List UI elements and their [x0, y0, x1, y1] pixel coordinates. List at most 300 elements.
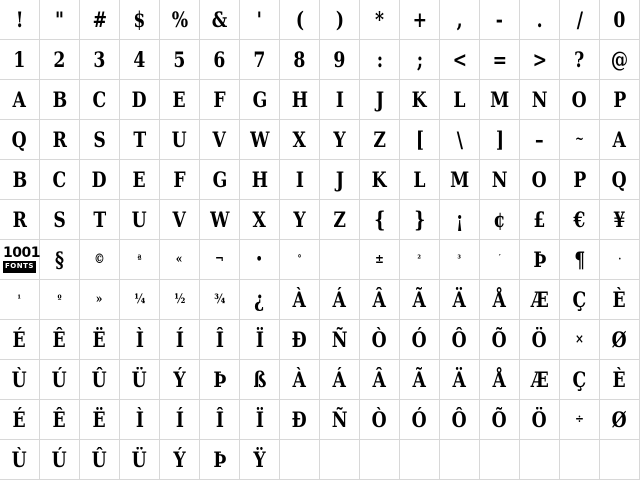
glyph: Ë: [92, 327, 107, 352]
glyph-cell: [560, 0, 600, 40]
glyph-cell: [120, 400, 160, 440]
glyph: ª: [137, 253, 142, 265]
glyph: Q: [611, 167, 627, 192]
glyph: %: [171, 7, 188, 32]
glyph-cell: [520, 80, 560, 120]
glyph: Ý: [173, 447, 186, 472]
glyph-cell: [120, 240, 160, 280]
glyph-cell: [600, 440, 640, 480]
glyph: I: [335, 87, 344, 112]
glyph-cell: [560, 360, 600, 400]
glyph-cell: [280, 0, 320, 40]
glyph-cell: [480, 80, 520, 120]
glyph: I: [295, 167, 304, 192]
glyph: Ï: [255, 407, 264, 432]
glyph-cell: [280, 320, 320, 360]
glyph: Ï: [255, 327, 264, 352]
glyph: R: [12, 207, 27, 232]
glyph: +: [412, 7, 427, 32]
glyph-cell: [120, 280, 160, 320]
glyph: ß: [252, 367, 267, 392]
glyph-cell: [440, 160, 480, 200]
glyph: Y: [293, 207, 306, 232]
glyph: A: [612, 127, 627, 152]
glyph-cell: [440, 360, 480, 400]
logo-bottom-text: FONTS: [3, 261, 36, 272]
glyph: Ë: [92, 407, 107, 432]
glyph: A: [12, 87, 27, 112]
glyph: Û: [91, 447, 108, 472]
glyph-cell: [440, 200, 480, 240]
glyph: Î: [215, 407, 224, 432]
glyph-cell: [400, 280, 440, 320]
glyph-cell: [480, 40, 520, 80]
glyph-cell: [360, 320, 400, 360]
glyph: Ó: [411, 407, 427, 432]
glyph-cell: [40, 160, 80, 200]
glyph-cell: [40, 40, 80, 80]
glyph-cell: [240, 0, 280, 40]
glyph: Ú: [51, 367, 68, 392]
glyph-cell: [560, 400, 600, 440]
glyph-cell: [0, 200, 40, 240]
glyph: ': [256, 7, 263, 32]
glyph: Î: [215, 327, 224, 352]
glyph-cell: [0, 120, 40, 160]
glyph: Â: [372, 367, 387, 392]
glyph: ~: [575, 132, 584, 147]
glyph: ": [55, 7, 64, 32]
glyph-cell: [200, 240, 240, 280]
glyph-cell: [440, 240, 480, 280]
glyph-cell: [120, 320, 160, 360]
glyph: 3: [93, 47, 106, 72]
glyph-cell: [480, 0, 520, 40]
glyph-cell: [240, 400, 280, 440]
glyph-cell: [520, 0, 560, 40]
glyph-cell: [320, 440, 360, 480]
glyph: *: [374, 7, 384, 32]
glyph: Ö: [531, 407, 547, 432]
glyph-cell: [320, 400, 360, 440]
glyph-cell: [200, 40, 240, 80]
glyph: K: [412, 87, 427, 112]
glyph-cell: [160, 80, 200, 120]
glyph-cell: [400, 160, 440, 200]
glyph-cell: [360, 200, 400, 240]
glyph-cell: [520, 320, 560, 360]
glyph-cell: [200, 320, 240, 360]
glyph: /: [576, 7, 583, 32]
glyph-cell: [400, 80, 440, 120]
glyph-cell: [120, 80, 160, 120]
glyph-cell: [240, 280, 280, 320]
glyph-cell: [200, 440, 240, 480]
glyph-cell: [280, 440, 320, 480]
glyph-cell: [440, 80, 480, 120]
glyph: S: [53, 207, 66, 232]
site-logo[interactable]: [0, 240, 40, 280]
glyph: G: [252, 87, 267, 112]
glyph: ³: [457, 253, 462, 265]
glyph: Ç: [572, 287, 587, 312]
glyph-cell: [240, 40, 280, 80]
glyph: K: [372, 167, 387, 192]
glyph: R: [52, 127, 67, 152]
glyph-cell: [200, 160, 240, 200]
glyph: =: [492, 47, 507, 72]
glyph-cell: [560, 80, 600, 120]
glyph: $: [133, 7, 146, 32]
glyph-cell: [440, 40, 480, 80]
glyph-cell: [440, 280, 480, 320]
glyph-cell: [160, 440, 200, 480]
glyph-cell: [560, 440, 600, 480]
glyph-cell: [320, 80, 360, 120]
glyph-cell: [360, 440, 400, 480]
glyph: ²: [417, 253, 422, 265]
glyph: ,: [456, 7, 463, 32]
glyph-cell: [520, 440, 560, 480]
glyph: •: [256, 252, 263, 267]
glyph: J: [335, 167, 344, 192]
glyph: È: [612, 287, 627, 312]
glyph-cell: [240, 240, 280, 280]
glyph-cell: [120, 40, 160, 80]
glyph: Ÿ: [253, 447, 266, 472]
glyph-cell: [480, 360, 520, 400]
glyph: À: [292, 367, 307, 392]
glyph: V: [212, 127, 227, 152]
glyph-cell: [560, 280, 600, 320]
glyph: –: [535, 127, 544, 152]
glyph: Ð: [291, 327, 308, 352]
glyph: Ø: [611, 327, 627, 352]
glyph: Å: [492, 287, 507, 312]
glyph-cell: [320, 120, 360, 160]
glyph: L: [413, 167, 426, 192]
glyph: Ä: [452, 367, 467, 392]
glyph: W: [209, 207, 230, 232]
glyph: ¡: [455, 207, 464, 232]
glyph-cell: [160, 400, 200, 440]
glyph-cell: [400, 0, 440, 40]
glyph-cell: [520, 240, 560, 280]
glyph-cell: [80, 440, 120, 480]
glyph-cell: [360, 280, 400, 320]
glyph: Á: [332, 367, 347, 392]
glyph: M: [489, 87, 510, 112]
glyph: 2: [53, 47, 66, 72]
glyph: &: [211, 7, 228, 32]
glyph: G: [212, 167, 227, 192]
glyph: Ò: [371, 407, 387, 432]
glyph-cell: [520, 40, 560, 80]
glyph-cell: [480, 160, 520, 200]
glyph-cell: [0, 440, 40, 480]
glyph-cell: [80, 0, 120, 40]
glyph: D: [92, 167, 107, 192]
glyph: U: [131, 207, 148, 232]
glyph-cell: [120, 360, 160, 400]
glyph-cell: [600, 0, 640, 40]
glyph-cell: [280, 200, 320, 240]
glyph-cell: [80, 120, 120, 160]
glyph-cell: [280, 40, 320, 80]
glyph-cell: [80, 240, 120, 280]
glyph: É: [12, 407, 27, 432]
glyph-cell: [80, 200, 120, 240]
glyph-cell: [480, 120, 520, 160]
glyph-cell: [80, 160, 120, 200]
glyph: C: [52, 167, 67, 192]
glyph-cell: [360, 360, 400, 400]
glyph: ×: [575, 332, 584, 347]
glyph: Ô: [451, 327, 467, 352]
glyph-cell: [40, 200, 80, 240]
glyph: ¿: [254, 287, 265, 312]
glyph: ¶: [574, 247, 585, 272]
glyph-cell: [360, 240, 400, 280]
glyph-cell: [600, 80, 640, 120]
glyph-cell: [120, 0, 160, 40]
glyph-cell: [160, 320, 200, 360]
glyph: H: [291, 87, 308, 112]
glyph-cell: [480, 200, 520, 240]
glyph: Ã: [412, 287, 427, 312]
glyph-cell: [520, 200, 560, 240]
glyph-cell: [40, 320, 80, 360]
glyph: ©: [94, 252, 105, 267]
glyph: Ü: [131, 367, 148, 392]
glyph-cell: [200, 0, 240, 40]
glyph-cell: [520, 160, 560, 200]
glyph: Ì: [135, 327, 144, 352]
glyph: (: [295, 7, 304, 32]
glyph-cell: [240, 80, 280, 120]
glyph-cell: [160, 360, 200, 400]
glyph: Ê: [52, 407, 67, 432]
glyph: \: [456, 127, 463, 152]
glyph-cell: [320, 0, 360, 40]
glyph: }: [413, 207, 426, 232]
glyph-cell: [600, 160, 640, 200]
glyph-cell: [360, 40, 400, 80]
glyph: Ø: [611, 407, 627, 432]
glyph-cell: [600, 40, 640, 80]
glyph-cell: [0, 400, 40, 440]
glyph: Ð: [291, 407, 308, 432]
glyph-cell: [400, 440, 440, 480]
glyph: ;: [416, 47, 423, 72]
glyph-cell: [320, 280, 360, 320]
glyph: Ñ: [331, 327, 348, 352]
glyph-cell: [400, 240, 440, 280]
glyph: Ü: [131, 447, 148, 472]
glyph-cell: [560, 120, 600, 160]
glyph: Þ: [212, 367, 227, 392]
glyph: J: [375, 87, 384, 112]
glyph: ½: [173, 292, 186, 307]
glyph: D: [132, 87, 147, 112]
glyph: B: [52, 87, 67, 112]
glyph-cell: [80, 280, 120, 320]
glyph: Ó: [411, 327, 427, 352]
glyph: Ô: [451, 407, 467, 432]
glyph-cell: [440, 320, 480, 360]
glyph-cell: [40, 120, 80, 160]
glyph-cell: [520, 360, 560, 400]
glyph: -: [495, 7, 504, 32]
glyph: »: [96, 292, 103, 307]
glyph: ): [335, 7, 344, 32]
glyph: Å: [492, 367, 507, 392]
glyph: 6: [213, 47, 226, 72]
glyph-cell: [280, 360, 320, 400]
glyph-cell: [520, 120, 560, 160]
glyph: E: [132, 167, 147, 192]
glyph-cell: [160, 240, 200, 280]
glyph: ¥: [613, 207, 626, 232]
glyph: Õ: [491, 407, 507, 432]
glyph-cell: [520, 400, 560, 440]
glyph: !: [15, 7, 24, 32]
glyph: ?: [574, 47, 585, 72]
glyph-cell: [560, 240, 600, 280]
glyph-cell: [360, 120, 400, 160]
glyph: «: [176, 252, 183, 267]
glyph-cell: [160, 160, 200, 200]
glyph: ±: [375, 252, 384, 267]
glyph-cell: [240, 120, 280, 160]
glyph: £: [533, 207, 546, 232]
glyph: Ì: [135, 407, 144, 432]
glyph-cell: [200, 200, 240, 240]
glyph: 9: [333, 47, 346, 72]
glyph: ¬: [215, 252, 224, 267]
glyph-cell: [0, 0, 40, 40]
glyph-cell: [280, 80, 320, 120]
glyph-cell: [240, 160, 280, 200]
glyph: Z: [373, 127, 386, 152]
glyph: Z: [333, 207, 346, 232]
glyph-cell: [160, 200, 200, 240]
glyph: Í: [175, 327, 184, 352]
glyph-cell: [80, 360, 120, 400]
glyph: ´: [497, 253, 502, 265]
glyph-cell: [400, 320, 440, 360]
glyph-cell: [40, 400, 80, 440]
glyph: X: [252, 207, 267, 232]
glyph-cell: [240, 200, 280, 240]
glyph: L: [453, 87, 466, 112]
glyph-cell: [160, 0, 200, 40]
glyph-cell: [120, 200, 160, 240]
glyph: N: [531, 87, 548, 112]
glyph-cell: [560, 200, 600, 240]
glyph: Ñ: [331, 407, 348, 432]
glyph: E: [172, 87, 187, 112]
glyph: M: [449, 167, 470, 192]
glyph: #: [92, 7, 107, 32]
glyph-cell: [320, 320, 360, 360]
glyph-cell: [200, 400, 240, 440]
glyph-cell: [120, 440, 160, 480]
glyph-cell: [520, 280, 560, 320]
glyph-cell: [160, 120, 200, 160]
glyph: F: [213, 87, 226, 112]
glyph-cell: [120, 120, 160, 160]
glyph: ¹: [17, 293, 22, 305]
glyph-cell: [0, 280, 40, 320]
glyph: Þ: [212, 447, 227, 472]
glyph: Õ: [491, 327, 507, 352]
glyph: V: [172, 207, 187, 232]
glyph-cell: [600, 280, 640, 320]
glyph-cell: [480, 400, 520, 440]
glyph-cell: [200, 280, 240, 320]
glyph-cell: [40, 80, 80, 120]
glyph: 5: [173, 47, 186, 72]
glyph: Ç: [572, 367, 587, 392]
glyph: ¾: [213, 292, 226, 307]
glyph: Â: [372, 287, 387, 312]
glyph-cell: [480, 280, 520, 320]
glyph-cell: [480, 320, 520, 360]
glyph-cell: [280, 280, 320, 320]
glyph-cell: [160, 40, 200, 80]
glyph: W: [249, 127, 270, 152]
glyph-cell: [400, 360, 440, 400]
glyph: È: [612, 367, 627, 392]
glyph-cell: [320, 240, 360, 280]
glyph-cell: [40, 440, 80, 480]
glyph: Í: [175, 407, 184, 432]
glyph: Ú: [51, 447, 68, 472]
glyph-cell: [0, 40, 40, 80]
glyph-cell: [40, 0, 80, 40]
logo-top-text: 1001: [3, 245, 40, 262]
glyph: 7: [253, 47, 266, 72]
glyph-cell: [400, 200, 440, 240]
glyph-cell: [280, 400, 320, 440]
glyph-cell: [0, 360, 40, 400]
glyph: :: [376, 47, 383, 72]
glyph: N: [491, 167, 508, 192]
glyph: Ã: [412, 367, 427, 392]
glyph: Ä: [452, 287, 467, 312]
glyph: F: [173, 167, 186, 192]
glyph: Y: [333, 127, 346, 152]
glyph-cell: [360, 400, 400, 440]
glyph-cell: [40, 360, 80, 400]
glyph-cell: [200, 80, 240, 120]
glyph-cell: [480, 440, 520, 480]
glyph-cell: [600, 320, 640, 360]
glyph-cell: [560, 320, 600, 360]
glyph: Æ: [530, 287, 549, 312]
glyph-cell: [360, 0, 400, 40]
glyph: >: [532, 47, 547, 72]
glyph-cell: [400, 400, 440, 440]
glyph-cell: [40, 280, 80, 320]
glyph: §: [54, 247, 64, 272]
glyph: Ê: [52, 327, 67, 352]
glyph-cell: [280, 240, 320, 280]
glyph-cell: [400, 120, 440, 160]
glyph-cell: [240, 360, 280, 400]
glyph: {: [373, 207, 386, 232]
